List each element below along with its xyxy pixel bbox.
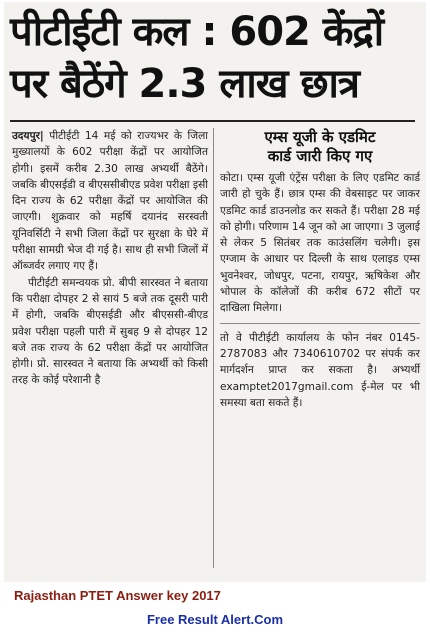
- column-divider: [213, 128, 214, 568]
- right-column: [220, 128, 420, 411]
- side-headline-line-2: कार्ड जारी किए गए: [267, 147, 373, 165]
- story-paragraph-2: पीटीईटी समन्वयक प्रो. बीपी सारस्वत ने बताया कि परीक्षा दोपहर 2 से सायं 5 बजे तक दूसरी पारी में होगी, जबकि बीएसईडी और बीएससी-बीएड प्रवेश परीक्षा पहली पारी में सुबह 9 से दोपहर 12 बजे तक राज्य के 62 परीक्षा केंद्रों पर आयोजित होगी। प्रो. सारस्वत ने बताया कि अभ्यर्थी को किसी तरह के कोई परेशानी है: [12, 276, 208, 387]
- headline: [10, 6, 420, 110]
- side-headline-line-1: एम्स यूजी के एडमिट: [264, 128, 376, 146]
- left-column-story: [12, 128, 208, 389]
- caption-site: Free Result Alert.Com: [146, 612, 284, 627]
- main-story-continuation: तो वे पीटीईटी कार्यालय के फोन नंबर 0145-2787083 और 7340610702 पर संपर्क कर मार्गदर्शन प्राप्त कर सकता है। अभ्यर्थी examptet2017gmail.com ई-मेल पर भी समस्या बता सकते हैं।: [220, 331, 420, 409]
- headline-line-1: पीटीईटी कल : 602 केंद्रों: [10, 9, 384, 55]
- story-paragraph-1: पीटीईटी 14 मई को राज्यभर के जिला मुख्यालयों के 602 परीक्षा केंद्रों पर आयोजित होगी। इसमें करीब 2.30 लाख अभ्यर्थी बैठेंगे। जबकि बीएसईडी व बीएससीबीएड प्रवेश परीक्षा इसी दिन राज्य के 62 परीक्षा केंद्रों पर आयोजित की जाएगी। शुक्रवार को महर्षि दयानंद सरस्वती यूनिवर्सिटी ने सभी जिला केंद्रों पर सुरक्षा के घेरे में परीक्षा सामग्री भेज दी गई है। साथ ही सभी जिलों में ऑब्जर्वर लगाए गए हैं।: [12, 130, 209, 273]
- caption-title: Rajasthan PTET Answer key 2017: [14, 588, 221, 603]
- headline-divider: [10, 120, 415, 122]
- headline-line-2: पर बैठेंगे 2.3 लाख छात्र: [10, 61, 359, 107]
- side-story-divider: [220, 323, 420, 324]
- side-story-body: कोटा। एम्स यूजी एंट्रेंस परीक्षा के लिए एडमिट कार्ड जारी हो चुके हैं। छात्र एम्स की वेबसाइट पर जाकर एडमिट कार्ड डाउनलोड कर सकते हैं। परीक्षा 28 मई को होगी। परिणाम 14 जून को आ जाएगा। 3 जुलाई से लेकर 5 सितंबर तक काउंसलिंग चलेगी। इस एग्जाम के आधार पर दिल्ली के साथ एलाइड एम्स भुवनेश्वर, जोधपुर, पटना, रायपुर, ऋषिकेश और भोपाल के कॉलेजों की करीब 672 सीटों पर दाखिला मिलेगा।: [220, 172, 420, 315]
- dateline: उदयपुर|: [12, 130, 44, 142]
- side-story-headline: [220, 128, 420, 166]
